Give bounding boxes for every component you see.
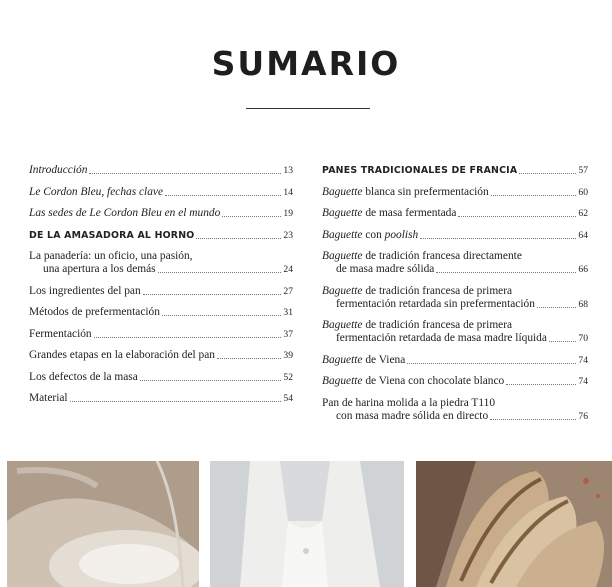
toc-text-fragment: Baguette bbox=[322, 207, 363, 219]
toc-text-fragment: Baguette bbox=[322, 250, 363, 262]
toc-page-number: 70 bbox=[578, 333, 588, 344]
toc-entry-title bbox=[322, 186, 489, 199]
dot-leader bbox=[420, 238, 576, 239]
dot-leader bbox=[158, 272, 282, 273]
toc-text-fragment: Grandes etapas en la elaboración del pan bbox=[29, 349, 215, 361]
toc-page-number: 14 bbox=[283, 186, 293, 198]
toc-text-fragment: con bbox=[362, 228, 385, 241]
toc-entry-line bbox=[322, 250, 588, 263]
toc-entry-title bbox=[29, 328, 92, 341]
toc-page-number: 76 bbox=[578, 410, 588, 422]
toc-entry-row bbox=[29, 164, 293, 177]
toc-text-fragment: de tradición francesa de primera bbox=[362, 319, 513, 331]
toc-page-number: 24 bbox=[283, 264, 293, 275]
toc-text-fragment: de Viena bbox=[362, 353, 406, 366]
toc-text-fragment: una apertura a los demás bbox=[43, 263, 156, 275]
toc-entry[interactable] bbox=[29, 392, 293, 405]
toc-entry-title bbox=[336, 410, 488, 423]
dot-leader bbox=[70, 401, 282, 402]
toc-text-fragment: de masa madre sólida bbox=[336, 263, 435, 275]
toc-entry-row bbox=[29, 328, 293, 341]
toc-text-fragment: Baguette bbox=[322, 319, 363, 331]
toc-entry[interactable] bbox=[29, 250, 293, 276]
toc-section-heading[interactable] bbox=[322, 164, 588, 177]
toc-text-fragment: PANES TRADICIONALES DE FRANCIA bbox=[322, 165, 518, 176]
toc-entry[interactable] bbox=[29, 306, 293, 319]
toc-entry-row bbox=[322, 263, 588, 276]
toc-text-fragment: Le Cordon Bleu, fechas clave bbox=[29, 185, 164, 198]
toc-entry-title bbox=[336, 332, 547, 345]
toc-page-number: 27 bbox=[283, 285, 293, 297]
dot-leader bbox=[143, 294, 282, 295]
dot-leader bbox=[491, 195, 577, 196]
toc-page-number: 68 bbox=[578, 298, 588, 310]
title-divider bbox=[246, 108, 370, 109]
toc-text-fragment: Baguette bbox=[322, 228, 363, 241]
toc-entry-row bbox=[322, 164, 588, 177]
toc-entry[interactable] bbox=[29, 328, 293, 341]
toc-entry-row bbox=[29, 229, 293, 242]
toc-entry[interactable] bbox=[29, 164, 293, 177]
toc-text-fragment: Métodos de prefermentación bbox=[29, 306, 160, 318]
toc-entry-title bbox=[336, 298, 535, 311]
dot-leader bbox=[458, 216, 576, 217]
toc-entry-row bbox=[29, 306, 293, 319]
toc-page-number: 37 bbox=[283, 328, 293, 340]
toc-entry[interactable] bbox=[322, 207, 588, 220]
toc-entry-row bbox=[322, 410, 588, 423]
toc-text-fragment: poolish bbox=[384, 228, 419, 241]
toc-text-fragment: de tradición francesa de primera bbox=[362, 284, 513, 297]
toc-page-number: 66 bbox=[578, 264, 588, 275]
toc-entry[interactable] bbox=[322, 229, 588, 242]
dot-leader bbox=[436, 272, 576, 273]
dot-leader bbox=[140, 380, 282, 381]
toc-entry-line: La panadería: un oficio, una pasión, bbox=[29, 250, 193, 262]
toc-entry-row bbox=[322, 354, 588, 367]
toc-entry-row bbox=[29, 186, 293, 199]
toc-entry-title bbox=[29, 371, 138, 384]
toc-entry[interactable] bbox=[322, 397, 588, 423]
dot-leader bbox=[94, 337, 282, 338]
toc-page-number: 74 bbox=[578, 354, 588, 366]
toc-entry[interactable] bbox=[29, 371, 293, 384]
toc-page-number: 19 bbox=[283, 208, 293, 219]
dot-leader bbox=[537, 307, 576, 308]
toc-entry-row bbox=[322, 298, 588, 311]
toc-entry[interactable] bbox=[29, 285, 293, 298]
flour-mound-photo bbox=[7, 461, 199, 587]
toc-entry-title bbox=[322, 375, 504, 388]
toc-entry-title bbox=[29, 164, 87, 177]
dot-leader bbox=[217, 358, 281, 359]
toc-text-fragment: Las sedes de Le Cordon Bleu en el mundo bbox=[29, 207, 221, 219]
toc-entry-row bbox=[29, 349, 293, 362]
toc-page-number: 60 bbox=[578, 186, 588, 198]
toc-entry[interactable] bbox=[322, 250, 588, 276]
toc-text-fragment: Los defectos de la masa bbox=[29, 370, 138, 383]
toc-entry-title bbox=[29, 306, 160, 319]
toc-entry[interactable] bbox=[322, 375, 588, 388]
dot-leader bbox=[506, 384, 576, 385]
dot-leader bbox=[549, 341, 576, 342]
toc-page-number: 74 bbox=[578, 376, 588, 387]
toc-entry-title bbox=[29, 207, 220, 220]
dot-leader bbox=[519, 173, 576, 174]
toc-page-number: 23 bbox=[283, 229, 293, 241]
toc-entry-line: Pan de harina molida a la piedra T110 bbox=[322, 396, 496, 409]
toc-page-number: 52 bbox=[283, 371, 293, 383]
toc-text-fragment: de masa fermentada bbox=[362, 207, 457, 219]
toc-entry-row bbox=[29, 371, 293, 384]
toc-text-fragment: Material bbox=[29, 392, 68, 404]
toc-entry-row bbox=[322, 375, 588, 388]
dot-leader bbox=[196, 238, 281, 239]
toc-entry-title bbox=[322, 164, 517, 177]
toc-entry-row bbox=[29, 263, 293, 276]
toc-page-number: 31 bbox=[283, 307, 293, 318]
toc-section-heading[interactable] bbox=[29, 229, 293, 242]
toc-entry[interactable] bbox=[29, 207, 293, 220]
toc-entry[interactable] bbox=[322, 319, 588, 345]
toc-page-number: 54 bbox=[283, 393, 293, 404]
toc-left-column bbox=[29, 164, 293, 414]
toc-text-fragment: Los ingredientes del pan bbox=[29, 284, 141, 297]
toc-entry-row bbox=[322, 229, 588, 242]
toc-page-number: 62 bbox=[578, 208, 588, 219]
toc-text-fragment: fermentación retardada de masa madre líquida bbox=[336, 332, 547, 344]
toc-entry-row bbox=[322, 186, 588, 199]
toc-entry-line bbox=[322, 285, 588, 298]
toc-entry-title bbox=[29, 229, 194, 242]
toc-page-number: 13 bbox=[283, 165, 293, 176]
toc-entry-title bbox=[322, 229, 418, 242]
toc-text-fragment: fermentación retardada sin prefermentación bbox=[336, 297, 535, 310]
dot-leader bbox=[89, 173, 281, 174]
toc-text-fragment: DE LA AMASADORA AL HORNO bbox=[29, 229, 195, 241]
toc-text-fragment: con masa madre sólida en directo bbox=[336, 409, 489, 422]
sliced-bread-photo bbox=[416, 461, 612, 587]
toc-entry-title bbox=[29, 186, 163, 199]
toc-entry-row bbox=[322, 207, 588, 220]
page-title: SUMARIO bbox=[211, 44, 401, 83]
toc-entry-title bbox=[29, 349, 215, 362]
toc-entry-row bbox=[29, 207, 293, 220]
toc-entry-title bbox=[322, 207, 456, 220]
dot-leader bbox=[162, 315, 281, 316]
toc-text-fragment: Fermentación bbox=[29, 327, 92, 340]
dot-leader bbox=[490, 419, 576, 420]
toc-text-fragment: Baguette bbox=[322, 375, 363, 387]
toc-entry-title bbox=[322, 354, 405, 367]
dot-leader bbox=[165, 195, 281, 196]
toc-entry-row bbox=[322, 332, 588, 345]
toc-entry[interactable] bbox=[29, 186, 293, 199]
toc-entry-row bbox=[29, 285, 293, 298]
toc-entry-title bbox=[29, 285, 141, 298]
toc-text-fragment: Baguette bbox=[322, 185, 363, 198]
toc-text-fragment: de tradición francesa directamente bbox=[362, 250, 522, 262]
toc-right-column bbox=[322, 164, 588, 431]
toc-text-fragment: de Viena con chocolate blanco bbox=[362, 375, 505, 387]
dot-leader bbox=[222, 216, 281, 217]
dot-leader bbox=[407, 363, 576, 364]
toc-entry-line bbox=[322, 319, 588, 332]
toc-page-number: 39 bbox=[283, 350, 293, 361]
toc-entry-row bbox=[29, 392, 293, 405]
toc-entry[interactable] bbox=[322, 354, 588, 367]
toc-entry-title bbox=[336, 263, 434, 276]
toc-entry[interactable] bbox=[322, 285, 588, 311]
chef-jacket-photo bbox=[210, 461, 404, 587]
toc-text-fragment: Baguette bbox=[322, 353, 363, 366]
photo-strip bbox=[0, 461, 612, 587]
toc-text-fragment: blanca sin prefermentación bbox=[362, 185, 489, 198]
toc-entry-title bbox=[29, 392, 68, 405]
toc-entry[interactable] bbox=[322, 186, 588, 199]
toc-page-number: 64 bbox=[578, 229, 588, 241]
toc-entry[interactable] bbox=[29, 349, 293, 362]
toc-page-number: 57 bbox=[578, 165, 588, 176]
toc-text-fragment: Baguette bbox=[322, 284, 363, 297]
toc-entry-title bbox=[43, 263, 156, 276]
toc-text-fragment: Introducción bbox=[29, 164, 88, 176]
